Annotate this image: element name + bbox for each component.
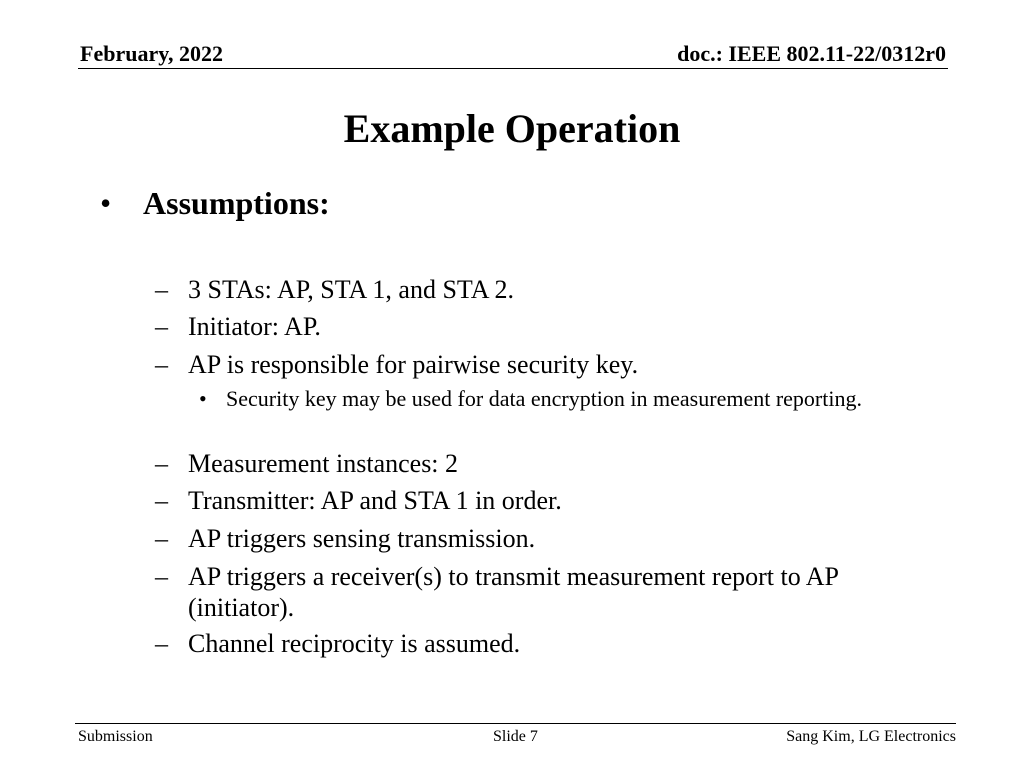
header-divider [78,68,948,69]
list-item-text: Measurement instances: 2 [188,449,459,478]
footer-submission: Submission [78,728,153,745]
bullet-heading: Assumptions: [143,185,330,221]
dash-marker: – [155,449,168,478]
bullet-assumptions [100,183,330,223]
header-doc-id: doc.: IEEE 802.11-22/0312r0 [677,41,946,66]
dash-marker: – [155,486,168,515]
list-item-text: AP triggers a receiver(s) to transmit measurement report to AP [188,562,840,591]
dash-marker: – [155,629,168,658]
list-item-text: Channel reciprocity is assumed. [188,629,521,658]
list-item-text: (initiator). [188,593,295,622]
slide-title: Example Operation [343,106,681,151]
list-item-text: 3 STAs: AP, STA 1, and STA 2. [188,275,515,304]
header-date: February, 2022 [80,41,223,66]
list-item-text: Initiator: AP. [188,312,321,341]
dash-marker: – [155,275,168,304]
dash-marker: – [155,562,168,591]
list-item-text: Transmitter: AP and STA 1 in order. [188,486,562,515]
dash-marker: – [155,524,168,553]
footer-divider [75,723,956,724]
dash-marker: – [155,350,168,379]
bullet-marker: • [100,185,112,221]
sub-list-item-text: Security key may be used for data encryption in measurement reporting. [226,386,862,411]
list-item-text: AP triggers sensing transmission. [188,524,536,553]
dash-marker: – [155,312,168,341]
sub-bullet-marker: • [199,386,207,411]
list-item-text: AP is responsible for pairwise security key. [188,350,639,379]
footer-author: Sang Kim, LG Electronics [786,728,956,745]
footer-slide-number: Slide 7 [493,728,538,745]
